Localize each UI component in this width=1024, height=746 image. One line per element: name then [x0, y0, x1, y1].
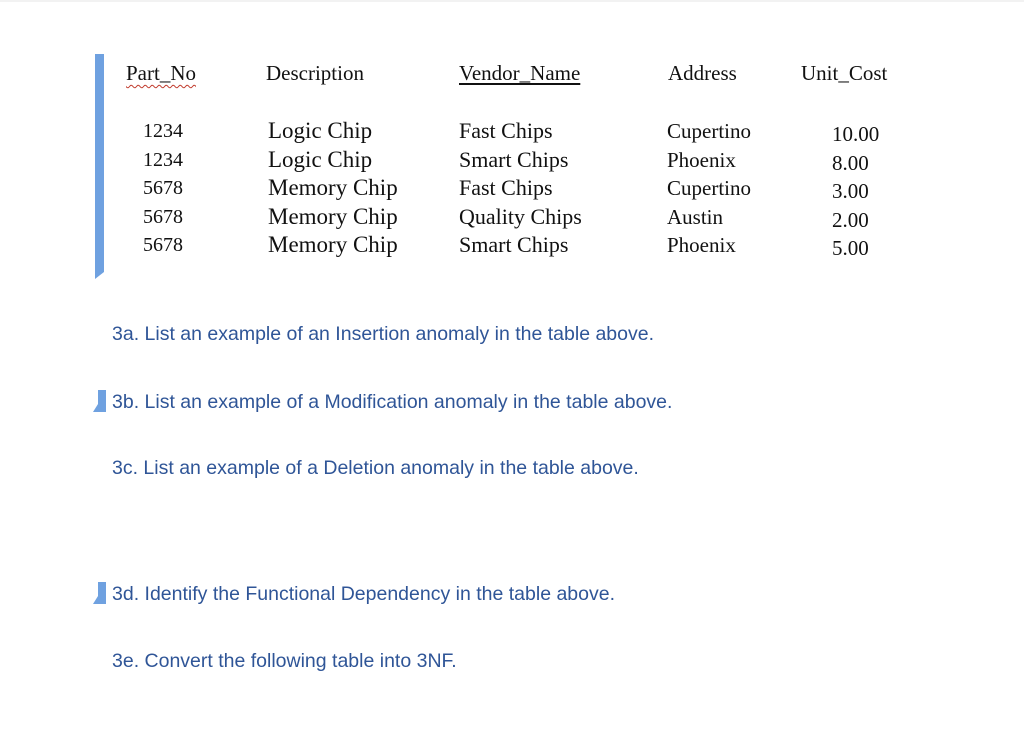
question-3d: 3d. Identify the Functional Dependency in the table above.	[112, 583, 616, 605]
cell-address: Phoenix	[667, 233, 736, 257]
cell-vendor-name: Fast Chips	[459, 175, 553, 200]
cell-unit-cost: 2.00	[832, 207, 869, 232]
column-address	[667, 117, 751, 260]
question-3c: 3c. List an example of a Deletion anomaly in the table above.	[112, 457, 639, 479]
cell-description: Memory Chip	[268, 232, 398, 257]
question-3a: 3a. List an example of an Insertion anomaly in the table above.	[112, 323, 655, 345]
cell-address: Cupertino	[667, 119, 751, 143]
change-bar-marker	[95, 54, 104, 272]
cell-vendor-name: Smart Chips	[459, 146, 569, 172]
cell-unit-cost: 8.00	[832, 150, 869, 175]
cell-unit-cost: 10.00	[832, 122, 880, 146]
cell-unit-cost: 3.00	[832, 179, 869, 203]
comment-marker-3b	[98, 390, 106, 412]
cell-vendor-name: Smart Chips	[459, 232, 569, 257]
header-description: Description	[266, 61, 364, 85]
column-vendor-name	[459, 117, 582, 260]
header-part-no: Part_No	[126, 61, 196, 85]
column-part-no	[143, 117, 183, 260]
comment-marker-3d	[98, 582, 106, 604]
cell-vendor-name: Quality Chips	[459, 203, 582, 229]
cell-part-no: 1234	[143, 148, 183, 171]
cell-description: Memory Chip	[268, 175, 398, 200]
cell-address: Phoenix	[667, 147, 736, 172]
cell-description: Logic Chip	[268, 118, 373, 143]
cell-part-no: 5678	[143, 177, 183, 199]
column-unit-cost	[832, 120, 879, 263]
cell-address: Austin	[667, 204, 724, 229]
top-divider	[0, 0, 1024, 2]
question-3e: 3e. Convert the following table into 3NF.	[112, 650, 457, 672]
cell-vendor-name: Fast Chips	[459, 118, 553, 143]
cell-description: Memory Chip	[268, 203, 398, 229]
cell-address: Cupertino	[667, 176, 751, 200]
cell-description: Logic Chip	[268, 146, 373, 172]
cell-part-no: 5678	[143, 205, 183, 228]
cell-part-no: 5678	[143, 234, 183, 256]
column-description	[268, 117, 398, 260]
cell-part-no: 1234	[143, 120, 183, 142]
header-unit-cost: Unit_Cost	[801, 61, 888, 85]
cell-unit-cost: 5.00	[832, 236, 869, 260]
header-address: Address	[668, 61, 737, 85]
question-3b: 3b. List an example of a Modification anomaly in the table above.	[112, 391, 673, 413]
header-vendor-name: Vendor_Name	[459, 61, 581, 85]
